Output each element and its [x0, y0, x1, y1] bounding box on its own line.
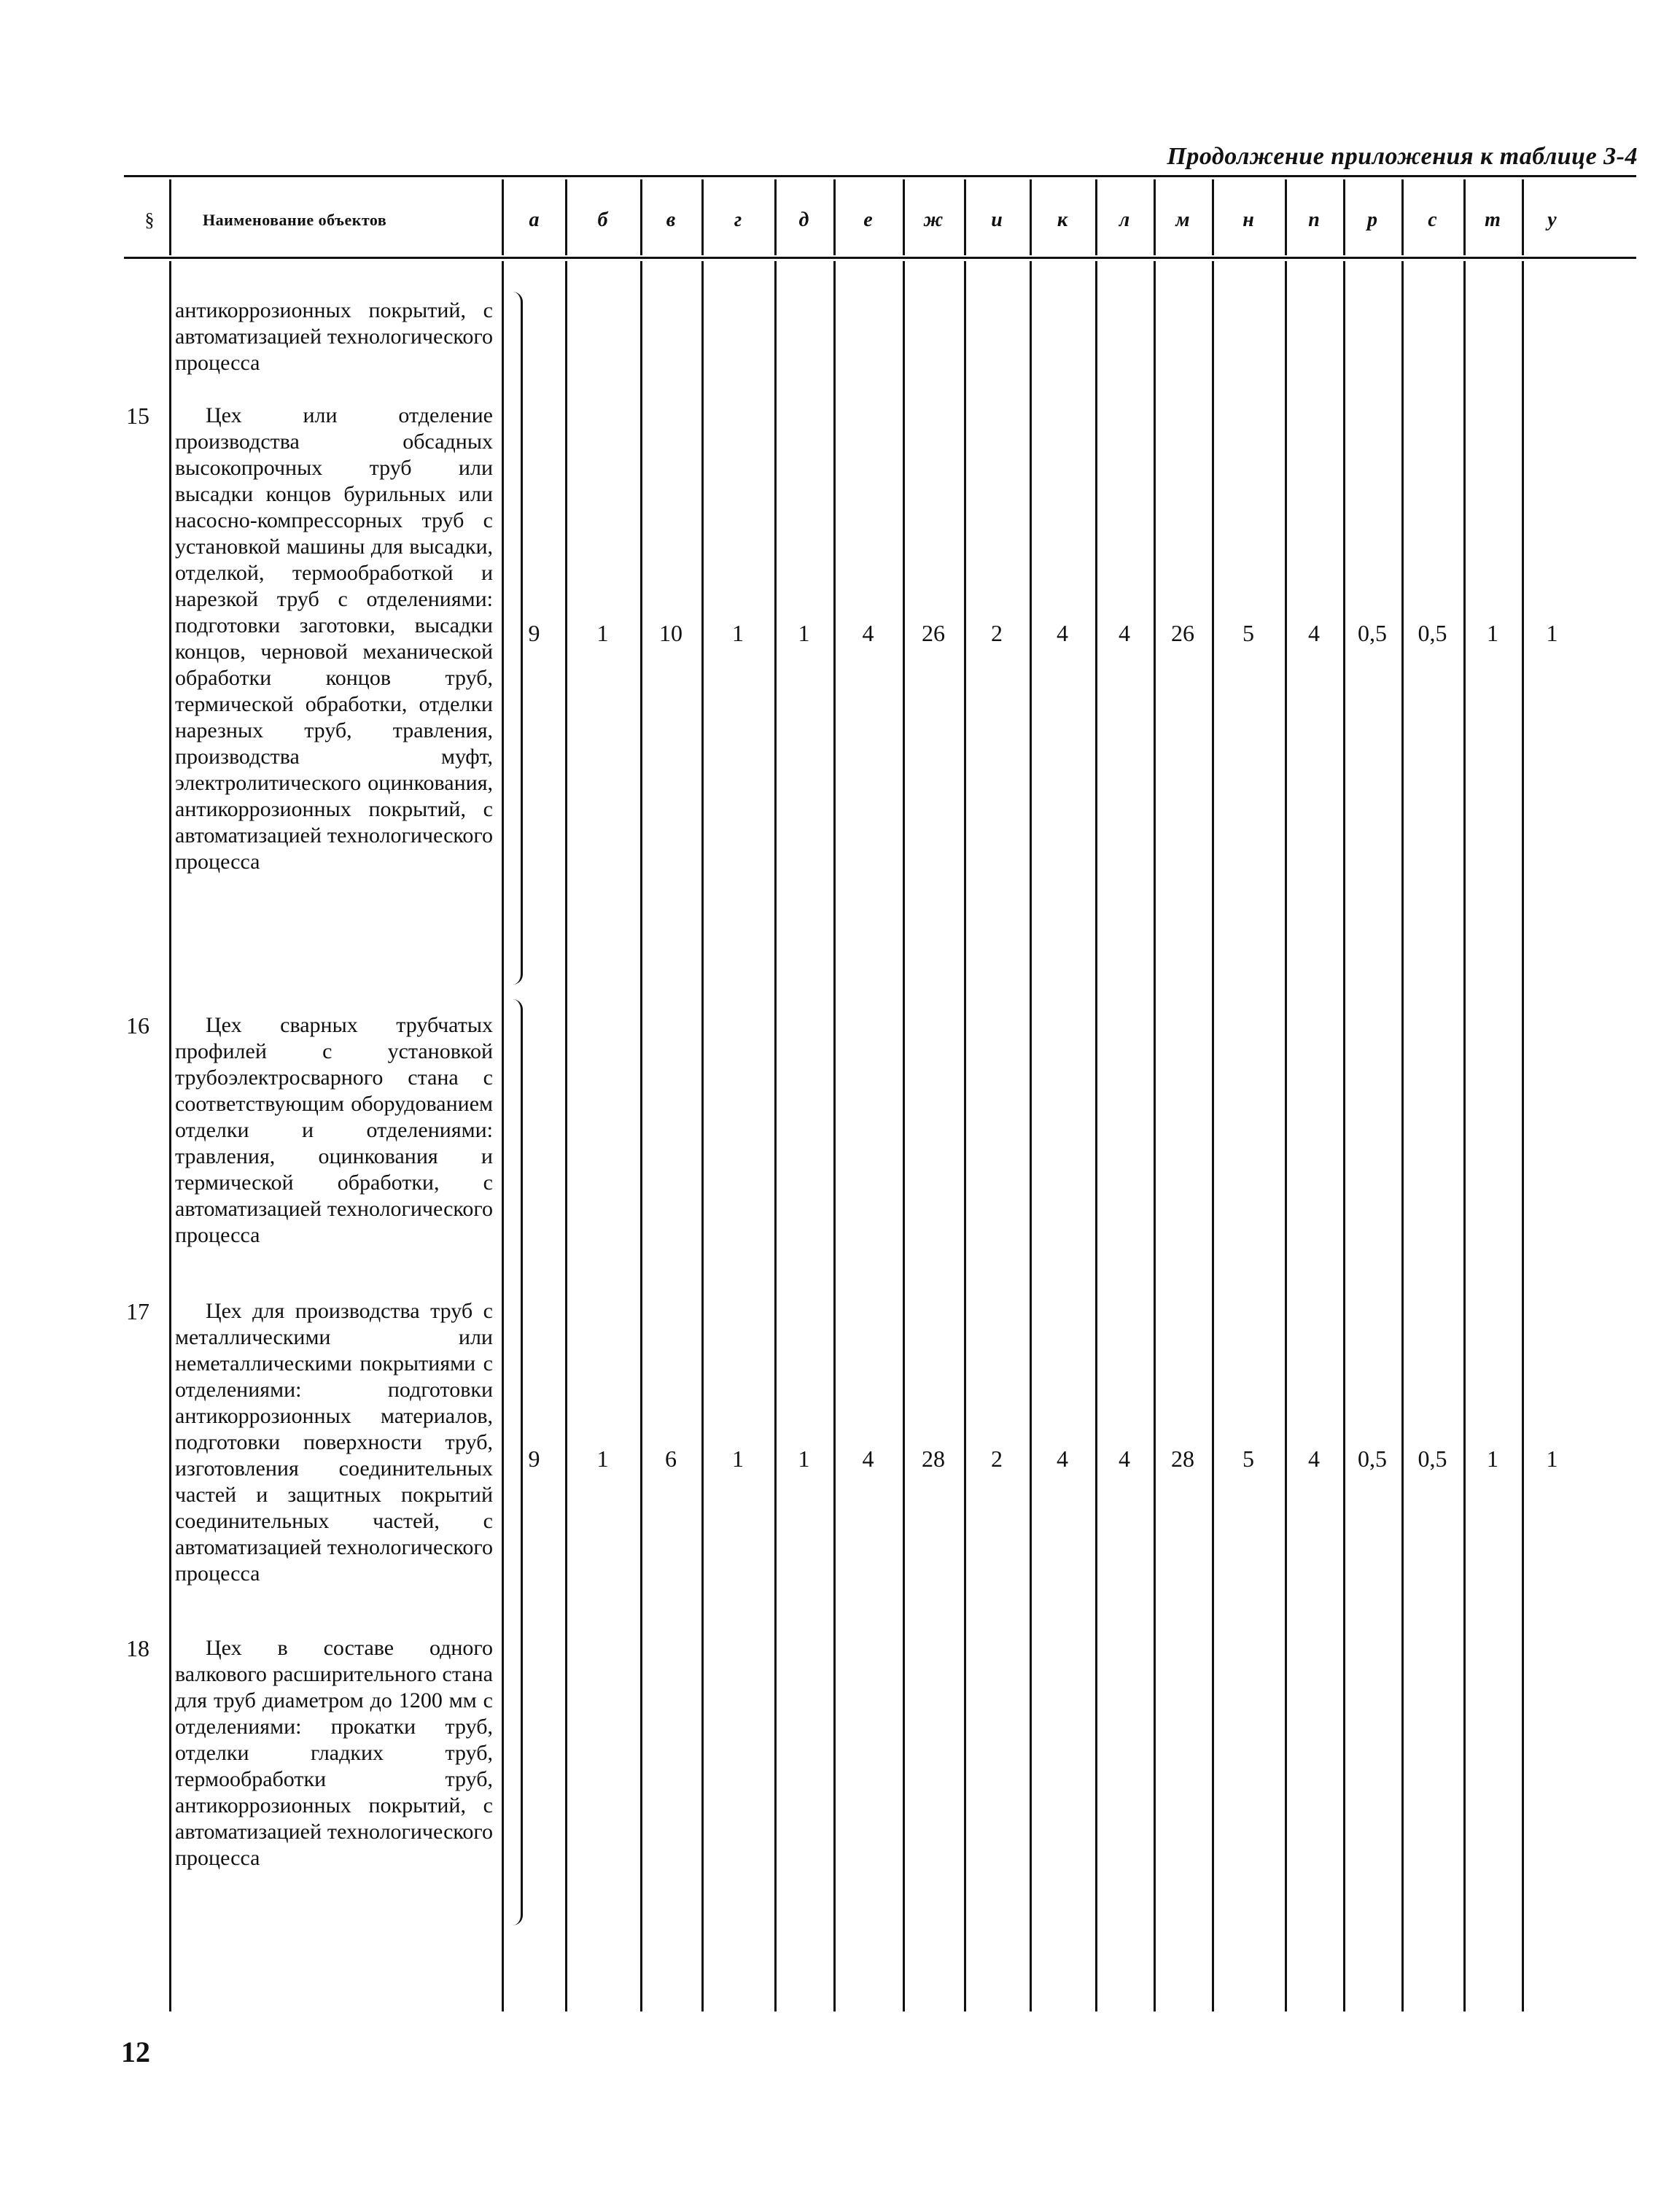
header-column-line [1154, 179, 1156, 255]
header-col: р [1367, 209, 1377, 231]
row-number-15: 15 [126, 403, 149, 429]
value-cell: 10 [659, 620, 682, 646]
value-cell: 28 [1171, 1446, 1194, 1472]
value-cell: 4 [1119, 620, 1130, 646]
value-cell: 1 [732, 620, 744, 646]
value-cell: 4 [862, 1446, 874, 1472]
value-cell: 9 [528, 1446, 540, 1472]
body-column-line [1212, 261, 1214, 2011]
header-col: б [597, 209, 608, 231]
description-text: Цех в составе одного валкового расширительного стана для труб диаметром до 1200 мм с отделениями: прокатки труб, отделки гладких труб, термообработки труб, антикоррозионных покрытий, с автоматизацией технологического процесса [175, 1636, 493, 1870]
value-cell: 4 [1119, 1446, 1130, 1472]
value-cell: 1 [596, 620, 609, 646]
header-col: и [991, 209, 1003, 231]
description-block-18 [175, 1635, 493, 1871]
value-cell: 4 [1308, 620, 1320, 646]
body-column-line [1285, 261, 1287, 2011]
header-col: с [1428, 209, 1437, 231]
header-col: ж [923, 209, 944, 231]
body-column-line [833, 261, 836, 2011]
description-text: Цех или отделение производства обсадных высокопрочных труб или высадки концов бурильных или насосно-компрессорных труб с установкой машины для высадки, отделкой, термообработкой и нарезкой труб с отделениями: подготовки заготовки, высадки концов, черновой механической обработки концов труб, термической обработки, отделки нарезных труб, травления, производства муфт, электролитического оцинкования, антикоррозионных покрытий, с автоматизацией технологического процесса [175, 403, 493, 874]
body-column-line [903, 261, 905, 2011]
value-cell: 6 [665, 1446, 677, 1472]
header-col: н [1242, 209, 1254, 231]
value-cell: 28 [922, 1446, 945, 1472]
body-column-line [964, 261, 966, 2011]
header-num: § [144, 209, 155, 230]
header-col: в [666, 209, 676, 231]
header-column-line [565, 179, 567, 255]
body-column-line [565, 261, 567, 2011]
value-cell: 1 [732, 1446, 744, 1472]
description-block-cont [175, 298, 493, 376]
header-column-line [1212, 179, 1214, 255]
description-text: Цех сварных трубчатых профилей с установкой трубоэлектросварного стана с соответствующим оборудованием отделки и отделениями: травления, оцинкования и термической обработки, с автоматизацией технологического процесса [175, 1013, 493, 1247]
description-block-15 [175, 403, 493, 875]
value-cell: 4 [1057, 620, 1068, 646]
header-column-line [502, 179, 504, 255]
value-cell: 26 [1171, 620, 1194, 646]
value-cell: 2 [991, 620, 1003, 646]
value-cell: 26 [922, 620, 945, 646]
header-column-line [903, 179, 905, 255]
header-name: Наименование объектов [203, 211, 387, 229]
value-cell: 1 [1546, 1446, 1558, 1472]
value-cell: 0,5 [1418, 1446, 1447, 1472]
value-cell: 2 [991, 1446, 1003, 1472]
header-column-line [1343, 179, 1345, 255]
value-cell: 5 [1242, 1446, 1254, 1472]
row-number-17: 17 [126, 1298, 149, 1324]
value-cell: 1 [1487, 1446, 1498, 1472]
body-column-line [1154, 261, 1156, 2011]
description-block-16 [175, 1012, 493, 1249]
header-column-line [833, 179, 836, 255]
page-number: 12 [121, 2036, 150, 2068]
value-cell: 4 [862, 620, 874, 646]
header-col: а [529, 209, 540, 231]
body-column-line [1095, 261, 1097, 2011]
header-column-line [774, 179, 777, 255]
header-col: е [863, 209, 873, 231]
body-column-line [502, 261, 504, 2011]
value-cell: 1 [798, 620, 810, 646]
header-col: д [798, 209, 809, 231]
header-col: у [1547, 209, 1557, 231]
header-col: к [1057, 209, 1068, 231]
header-top-rule [124, 175, 1636, 177]
header-col: т [1485, 209, 1501, 231]
header-column-line [640, 179, 642, 255]
value-cell: 4 [1057, 1446, 1068, 1472]
value-cell: 0,5 [1358, 620, 1387, 646]
description-block-17 [175, 1298, 493, 1587]
body-column-line [774, 261, 777, 2011]
header-column-line [1522, 179, 1524, 255]
header-column-line [1463, 179, 1466, 255]
body-column-line [701, 261, 704, 2011]
header-col: л [1119, 209, 1130, 231]
value-cell: 1 [798, 1446, 810, 1472]
header-column-line [1401, 179, 1404, 255]
value-cell: 1 [596, 1446, 609, 1472]
body-column-line [1343, 261, 1345, 2011]
value-cell: 4 [1308, 1446, 1320, 1472]
description-text: Цех для производства труб с металлическими или неметаллическими покрытиями с отделениями: подготовки антикоррозионных материалов, подготовки поверхности труб, изготовления соединительных частей и защитных покрытий соединительных частей, с автоматизацией технологического процесса [175, 1299, 493, 1586]
description-text: антикоррозионных покрытий, с автоматизацией технологического процесса [175, 298, 493, 375]
header-col: м [1175, 209, 1190, 231]
header-bottom-rule [124, 257, 1636, 259]
value-cell: 0,5 [1418, 620, 1447, 646]
row-number-18: 18 [126, 1635, 149, 1661]
body-column-line [1522, 261, 1524, 2011]
header-column-line [1285, 179, 1287, 255]
value-cell: 1 [1546, 620, 1558, 646]
header-col: г [734, 209, 742, 231]
value-cell: 1 [1487, 620, 1498, 646]
body-column-line [169, 261, 171, 2011]
value-cell: 9 [528, 620, 540, 646]
body-column-line [1401, 261, 1404, 2011]
row-number-16: 16 [126, 1012, 149, 1039]
body-column-line [640, 261, 642, 2011]
body-column-line [1463, 261, 1466, 2011]
body-column-line [1030, 261, 1032, 2011]
header-column-line [1095, 179, 1097, 255]
header-column-line [964, 179, 966, 255]
value-cell: 0,5 [1358, 1446, 1387, 1472]
header-column-line [701, 179, 704, 255]
header-column-line [169, 179, 171, 255]
value-cell: 5 [1242, 620, 1254, 646]
table-caption: Продолжение приложения к таблице 3-4 [1167, 143, 1638, 170]
header-col: п [1308, 209, 1320, 231]
header-column-line [1030, 179, 1032, 255]
